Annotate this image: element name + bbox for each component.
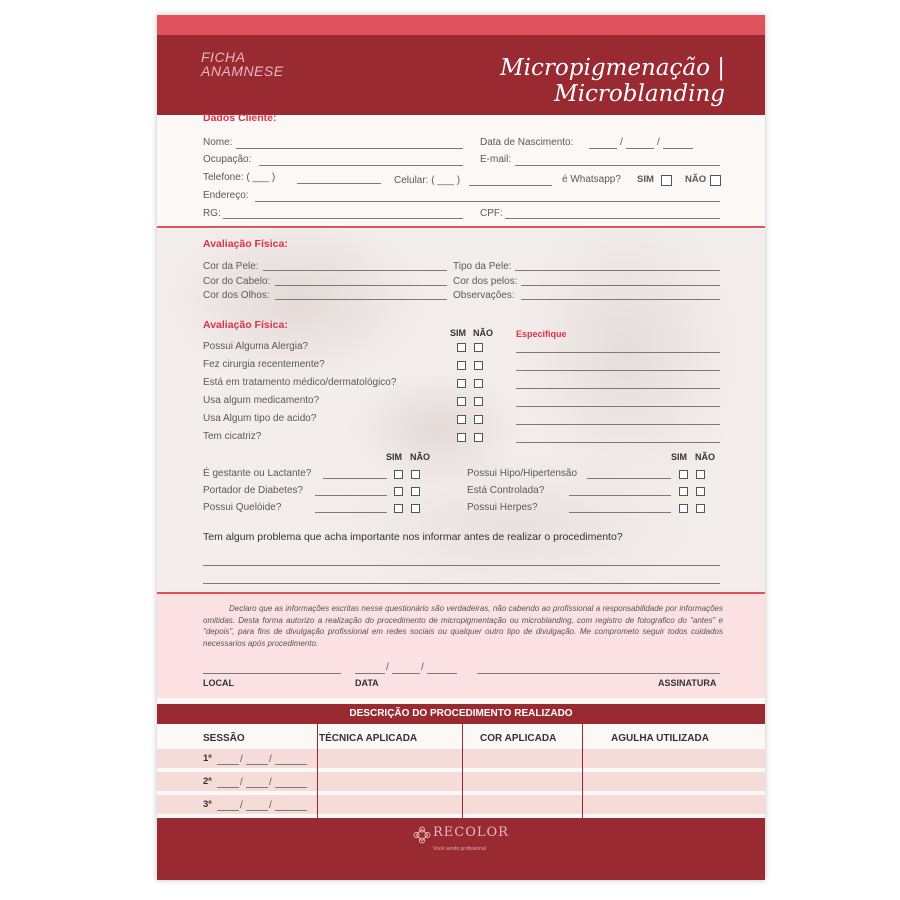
- health-question-label: Usa algum medicamento?: [203, 395, 320, 406]
- brand-tagline: Você sendo profissional: [433, 846, 486, 852]
- cor-pelos-label: Cor dos pelos:: [453, 276, 518, 287]
- session-day-field[interactable]: [217, 764, 239, 765]
- assinatura-label: ASSINATURA: [658, 678, 717, 688]
- cor-pele-label: Cor da Pele:: [203, 261, 259, 272]
- sign-year-field[interactable]: [427, 673, 457, 674]
- local-label: LOCAL: [203, 678, 234, 688]
- date-separator: /: [421, 662, 424, 673]
- birth-year-field[interactable]: [663, 148, 693, 149]
- health-nao-checkbox[interactable]: [474, 343, 483, 352]
- rg-field[interactable]: [223, 218, 463, 219]
- section-title-fisica: Avaliação Física:: [203, 238, 288, 250]
- observacoes-field[interactable]: [521, 299, 720, 300]
- date-separator: /: [240, 777, 243, 788]
- especifique-header: Especifique: [516, 329, 567, 339]
- tipo-pele-label: Tipo da Pele:: [453, 261, 512, 272]
- date-separator: /: [269, 800, 272, 811]
- health-sim-checkbox[interactable]: [457, 379, 466, 388]
- celular-field[interactable]: [469, 185, 552, 186]
- date-separator: /: [240, 754, 243, 765]
- col-agulha: AGULHA UTILIZADA: [611, 733, 709, 744]
- right-sim-checkbox[interactable]: [679, 487, 688, 496]
- right-nao-checkbox[interactable]: [696, 487, 705, 496]
- form-sheet: [157, 15, 765, 880]
- table-column-divider: [582, 724, 583, 818]
- cor-pelos-field[interactable]: [521, 285, 720, 286]
- right-nao-checkbox[interactable]: [696, 470, 705, 479]
- sim-column-header-left: SIM: [386, 452, 403, 462]
- declaration-text: Declaro que as informações escritas nesse questionário são verdadeiras, não cabendo ao profissional a responsabilidade por informações omitidas. Desta forma autorizo a realização do procedimento de micropigmentação ou microblanding, com registro de fotografico do "antes" e "depois", para fins de divulgação profissional em redes sociais ou qualquer outro tipo de divulgação. Me comprometo seguir todos cuidados necessarios após procedimento.: [203, 604, 723, 648]
- procedure-table-title: DESCRIÇÃO DO PROCEDIMENTO REALIZADO: [157, 704, 765, 724]
- right-question-label: Possui Herpes?: [467, 502, 538, 513]
- sim-column-header-right: SIM: [671, 452, 688, 462]
- session-year-field[interactable]: [275, 764, 307, 765]
- health-sim-checkbox[interactable]: [457, 343, 466, 352]
- ocupacao-field[interactable]: [259, 165, 463, 166]
- session-year-field[interactable]: [275, 787, 307, 788]
- table-column-divider: [317, 724, 318, 818]
- health-especifique-field[interactable]: [516, 442, 720, 443]
- cor-pele-field[interactable]: [263, 270, 447, 271]
- cor-cabelo-label: Cor do Cabelo:: [203, 276, 271, 287]
- left-nao-checkbox[interactable]: [411, 470, 420, 479]
- health-nao-checkbox[interactable]: [474, 397, 483, 406]
- health-especifique-field[interactable]: [516, 352, 720, 353]
- nao-column-header-right: NÃO: [695, 452, 715, 462]
- right-sim-checkbox[interactable]: [679, 470, 688, 479]
- cpf-label: CPF:: [480, 208, 503, 219]
- sim-column-header: SIM: [450, 328, 467, 338]
- telefone-label: Telefone: ( ___ ): [203, 172, 276, 183]
- cor-cabelo-field[interactable]: [275, 285, 447, 286]
- brand-name: RECOLOR: [433, 825, 509, 840]
- whatsapp-label: é Whatsapp?: [562, 174, 621, 185]
- data-label: DATA: [355, 678, 379, 688]
- session-number: 2ª: [203, 776, 212, 787]
- right-question-line: [569, 512, 671, 513]
- right-question-line: [569, 495, 671, 496]
- left-question-line: [323, 478, 387, 479]
- assinatura-line[interactable]: [477, 673, 720, 674]
- session-row: [157, 772, 765, 791]
- whatsapp-sim-checkbox[interactable]: [661, 175, 672, 186]
- observacoes-label: Observações:: [453, 290, 515, 301]
- date-separator: /: [657, 137, 660, 148]
- left-question-line: [315, 512, 387, 513]
- telefone-field[interactable]: [297, 183, 381, 184]
- cor-olhos-field[interactable]: [275, 299, 447, 300]
- health-especifique-field[interactable]: [516, 406, 720, 407]
- left-question-label: Possui Quelóide?: [203, 502, 282, 513]
- left-sim-checkbox[interactable]: [394, 504, 403, 513]
- health-question-label: Possui Alguma Alergia?: [203, 341, 309, 352]
- cor-olhos-label: Cor dos Olhos:: [203, 290, 270, 301]
- anamnese-label: ANAMNESE: [201, 63, 284, 79]
- flower-logo-icon: [413, 826, 431, 844]
- health-sim-checkbox[interactable]: [457, 433, 466, 442]
- health-nao-checkbox[interactable]: [474, 415, 483, 424]
- col-sessao: SESSÃO: [203, 733, 245, 744]
- sign-day-field[interactable]: [355, 673, 385, 674]
- birth-day-field[interactable]: [589, 148, 617, 149]
- session-day-field[interactable]: [217, 787, 239, 788]
- health-sim-checkbox[interactable]: [457, 397, 466, 406]
- health-nao-checkbox[interactable]: [474, 379, 483, 388]
- session-year-field[interactable]: [275, 810, 307, 811]
- tipo-pele-field[interactable]: [515, 270, 720, 271]
- left-nao-checkbox[interactable]: [411, 504, 420, 513]
- right-question-label: Está Controlada?: [467, 485, 545, 496]
- health-nao-checkbox[interactable]: [474, 361, 483, 370]
- whatsapp-nao-label: NÃO: [685, 174, 707, 185]
- whatsapp-nao-checkbox[interactable]: [710, 175, 721, 186]
- birth-month-field[interactable]: [626, 148, 654, 149]
- left-question-line: [315, 495, 387, 496]
- left-question-label: Portador de Diabetes?: [203, 485, 304, 496]
- section-title-saude: Avaliação Física:: [203, 319, 288, 331]
- health-sim-checkbox[interactable]: [457, 361, 466, 370]
- sign-month-field[interactable]: [392, 673, 420, 674]
- endereco-label: Endereço:: [203, 190, 249, 201]
- nao-column-header-left: NÃO: [410, 452, 430, 462]
- form-subtitle: [201, 50, 321, 78]
- session-month-field[interactable]: [246, 810, 268, 811]
- health-question-label: Usa Algum tipo de acido?: [203, 413, 317, 424]
- problem-answer-line-1[interactable]: [203, 565, 720, 566]
- nome-label: Nome:: [203, 137, 233, 148]
- left-sim-checkbox[interactable]: [394, 470, 403, 479]
- health-question-label: Fez cirurgia recentemente?: [203, 359, 325, 370]
- col-tecnica: TÉCNICA APLICADA: [319, 733, 418, 744]
- date-separator: /: [269, 754, 272, 765]
- nome-field[interactable]: [236, 148, 463, 149]
- date-separator: /: [386, 662, 389, 673]
- email-field[interactable]: [515, 165, 720, 166]
- table-column-divider: [462, 724, 463, 818]
- section-title-cliente: Dados Cliente:: [203, 112, 277, 124]
- session-day-field[interactable]: [217, 810, 239, 811]
- data-nascimento-label: Data de Nascimento:: [480, 137, 574, 148]
- page-title: Micropigmenação | Microblanding: [500, 55, 725, 107]
- endereco-field[interactable]: [255, 201, 720, 202]
- session-number: 3ª: [203, 799, 212, 810]
- right-question-label: Possui Hipo/Hipertensão: [467, 468, 578, 479]
- col-cor: COR APLICADA: [480, 733, 557, 744]
- local-signature-line[interactable]: [203, 673, 341, 674]
- problem-question: Tem algum problema que acha importante nos informar antes de realizar o procedimento?: [203, 531, 623, 543]
- session-row: [157, 795, 765, 814]
- health-nao-checkbox[interactable]: [474, 433, 483, 442]
- whatsapp-sim-label: SIM: [637, 174, 654, 185]
- right-question-line: [587, 478, 671, 479]
- session-month-field[interactable]: [246, 787, 268, 788]
- health-question-label: Está em tratamento médico/dermatológico?: [203, 377, 397, 388]
- health-sim-checkbox[interactable]: [457, 415, 466, 424]
- nao-column-header: NÃO: [473, 328, 493, 338]
- health-especifique-field[interactable]: [516, 370, 720, 371]
- right-sim-checkbox[interactable]: [679, 504, 688, 513]
- health-especifique-field[interactable]: [516, 388, 720, 389]
- ocupacao-label: Ocupação:: [203, 154, 252, 165]
- health-especifique-field[interactable]: [516, 424, 720, 425]
- session-month-field[interactable]: [246, 764, 268, 765]
- session-row: [157, 749, 765, 768]
- date-separator: /: [620, 137, 623, 148]
- top-accent-strip: [157, 15, 765, 35]
- left-sim-checkbox[interactable]: [394, 487, 403, 496]
- celular-label: Celular: ( ___ ): [394, 175, 461, 186]
- section-divider: [157, 226, 765, 228]
- session-number: 1ª: [203, 753, 212, 764]
- problem-answer-line-2[interactable]: [203, 583, 720, 584]
- date-separator: /: [240, 800, 243, 811]
- left-nao-checkbox[interactable]: [411, 487, 420, 496]
- email-label: E-mail:: [480, 154, 512, 165]
- rg-label: RG:: [203, 208, 221, 219]
- ficha-label: FICHA: [201, 49, 246, 65]
- left-question-label: É gestante ou Lactante?: [203, 468, 312, 479]
- date-separator: /: [269, 777, 272, 788]
- health-question-label: Tem cicatriz?: [203, 431, 262, 442]
- cpf-field[interactable]: [505, 218, 720, 219]
- right-nao-checkbox[interactable]: [696, 504, 705, 513]
